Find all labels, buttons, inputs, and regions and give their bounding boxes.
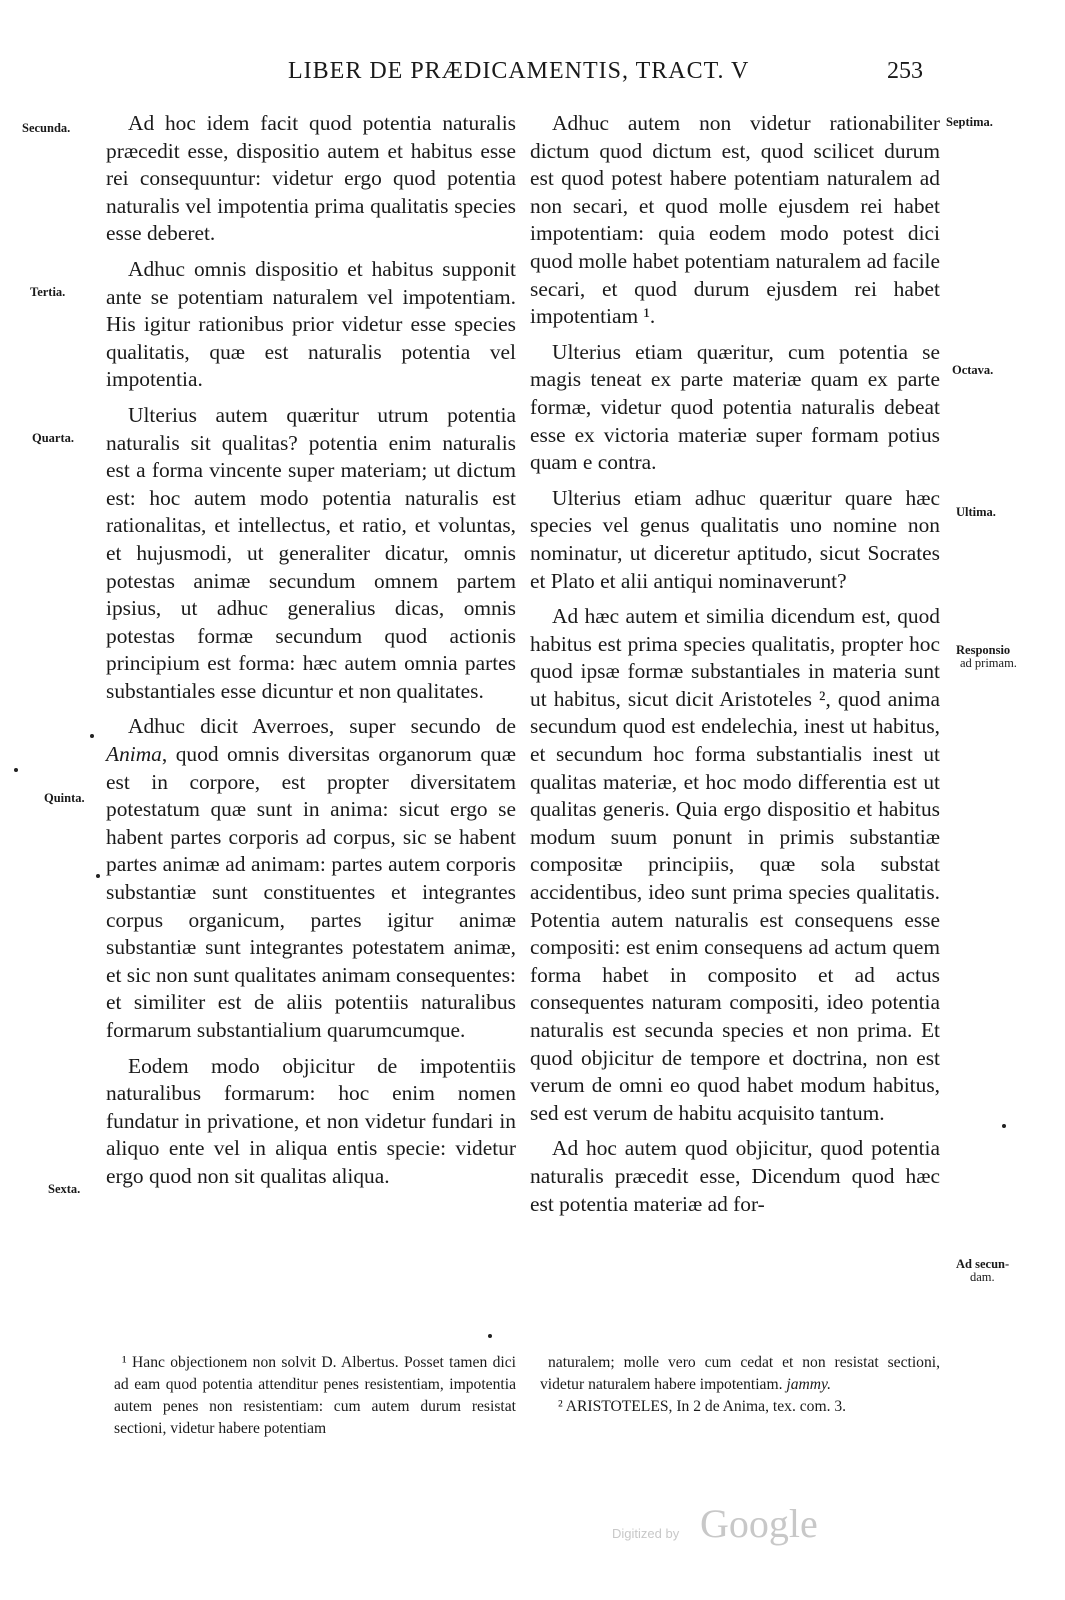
left-paragraph-4-end: , quod omnis diversitas organorum quæ est in corpore, est propter diversitatem potestatum quæ sunt in anima: sicut ergo se habent partes corporis ad corpus, sic se habent partes animæ ad animam: partes autem corporis substantiæ sunt constituentes et integrantes corpus organicum, partes igitur animæ substantiæ sunt integrantes potestatem animæ, et sic non sunt qualitates animam consequentes: et similiter est de aliis potentiis naturalibus formarum substantialium quarumcumque. xyxy=(106,742,516,1042)
right-column xyxy=(530,110,940,1226)
scan-speck xyxy=(90,734,94,738)
left-paragraph-4 xyxy=(106,713,516,1044)
left-paragraph-1: Ad hoc idem facit quod potentia naturalis præcedit esse, dispositio autem et habitus esse rei consequuntur: videtur ergo quod potentia naturalis vel impotentia prima qualitatis species esse deberet. xyxy=(106,111,516,246)
right-paragraph-2: Ulterius etiam quæritur, cum potentia se magis teneat ex parte materiæ quam ex parte formæ, videtur quod potentia naturalis debeat esse ex victoria materiæ super formam potius quam e contra. xyxy=(530,339,940,475)
margin-note-ad-secundam-line1: Ad secun- xyxy=(956,1257,1010,1271)
watermark-logo-text: Google xyxy=(700,1501,818,1546)
left-paragraph-3: Ulterius autem quæritur utrum potentia naturalis sit qualitas? potentia enim naturalis est a forma vincente super materiam; ut dictum est: hoc autem modo potentia naturalis est rationalitas, et intellectus, et ratio, et voluntas, et hujusmodi, ut generaliter dicatur, omnis potestas animæ secundum omnem partem ipsius, ut adhuc generalius dicas, omnis potestas formæ secundum quod actionis principium est forma: hæc autem omnia partes substantiales esse dicuntur et non qualitates. xyxy=(106,402,516,703)
footnote-2: ² ARISTOTELES, In 2 de Anima, tex. com. 3. xyxy=(558,1398,847,1415)
margin-note-ad-secundam-line2: dam. xyxy=(970,1270,995,1284)
running-title: LIBER DE PRÆDICAMENTIS, TRACT. V xyxy=(288,58,750,84)
left-paragraph-2: Adhuc omnis dispositio et habitus supponit ante se potentiam naturalem vel impotentiam. His igitur rationibus prior videtur esse species qualitatis, quæ est naturalis potentia vel impotentia. xyxy=(106,256,516,392)
margin-note-responsio xyxy=(956,644,1017,670)
right-paragraph-1: Adhuc autem non videtur rationabiliter dictum quod dictum est, quod scilicet durum est quod potest habere potentiam naturalem ad non secari, et quod molle ejusdem rei habet impotentiam: quia eodem modo potest dici quod molle habet potentiam naturalem ad facile secari, et quod durum ejusdem rei habet impotentiam ¹. xyxy=(530,111,940,329)
margin-note-septima: Septima. xyxy=(946,115,993,129)
margin-note-responsio-line2: ad primam. xyxy=(960,656,1017,670)
margin-note-tertia: Tertia. xyxy=(30,285,66,299)
footnote-1-attribution: jammy. xyxy=(786,1376,832,1393)
footnote-1-continued xyxy=(540,1352,940,1396)
right-paragraph-3: Ulterius etiam adhuc quæritur quare hæc species vel genus qualitatis uno nomine non nominatur, ut diceretur aptitudo, sicut Socrates et Plato et alii antiqui nominaverunt? xyxy=(530,485,940,593)
margin-note-secunda: Secunda. xyxy=(22,121,71,135)
footnote-right xyxy=(540,1352,940,1418)
left-column xyxy=(106,110,516,1199)
right-paragraph-4: Ad hæc autem et similia dicendum est, quod habitus est prima species qualitatis, propter hoc quod ipsæ formæ substantiales in materia sunt ut habitus, sicut dicit Aristoteles ², quod anima secundum quod est endelechia, inest ut habitus, et secundum hoc forma substantialis inest ut qualitas materiæ, et hoc modo differentia est ut qualitas generis. Quia ergo dispositio et habitus modum suum ponunt in primis substantiæ compositæ principiis, quæ sola substat accidentibus, ideo sunt prima species qualitatis. Potentia autem naturalis est consequens esse compositi: est enim consequens ad actum quem forma habet in composito et ad actus consequentes naturam compositi, ideo potentia naturalis est secunda species et non prima. Et quod objicitur de tempore et doctrina, non est verum de omni eo quod habet modum habitus, sed est verum de habitu acquisito tantum. xyxy=(530,604,940,1125)
watermark-small-text: Digitized by xyxy=(612,1526,680,1541)
margin-note-octava: Octava. xyxy=(952,363,994,377)
margin-note-quinta: Quinta. xyxy=(44,791,85,805)
right-paragraph-5: Ad hoc autem quod objicitur, quod potentia naturalis præcedit esse, Dicendum quod hæc est potentia materiæ ad for- xyxy=(530,1136,940,1216)
margin-note-ultima: Ultima. xyxy=(956,505,996,519)
scan-speck xyxy=(14,768,18,772)
left-paragraph-5: Eodem modo objicitur de impotentiis naturalibus formarum: hoc enim nomen fundatur in privatione, et non videtur fundari in aliquo ente vel in aliqua entis specie: videtur ergo quod non sit qualitas aliqua. xyxy=(106,1053,516,1188)
google-watermark xyxy=(612,1500,842,1550)
margin-note-quarta: Quarta. xyxy=(32,431,75,445)
scan-speck xyxy=(488,1334,492,1338)
footnote-1-continued-text: naturalem; molle vero cum cedat et non resistat sectioni, videtur naturalem habere impotentiam. xyxy=(540,1354,940,1393)
footnote-1: ¹ Hanc objectionem non solvit D. Albertus. Posset tamen dici ad eam quod potentia attenditur penes resistentiam, impotentia autem penes non resistentiam: cum autem durum resistat sectioni, videtur habere potentiam xyxy=(114,1354,516,1437)
scan-speck xyxy=(96,874,100,878)
page-number: 253 xyxy=(887,58,923,84)
margin-note-ad-secundam xyxy=(956,1258,1009,1284)
margin-note-sexta: Sexta. xyxy=(48,1182,81,1196)
scan-speck xyxy=(1002,1124,1006,1128)
left-paragraph-4-start: Adhuc dicit Averroes, super secundo de xyxy=(128,714,516,739)
footnote-left xyxy=(114,1352,516,1440)
margin-note-responsio-line1: Responsio xyxy=(956,643,1011,657)
page-header xyxy=(0,58,1065,94)
left-paragraph-4-title: Anima xyxy=(106,742,162,767)
